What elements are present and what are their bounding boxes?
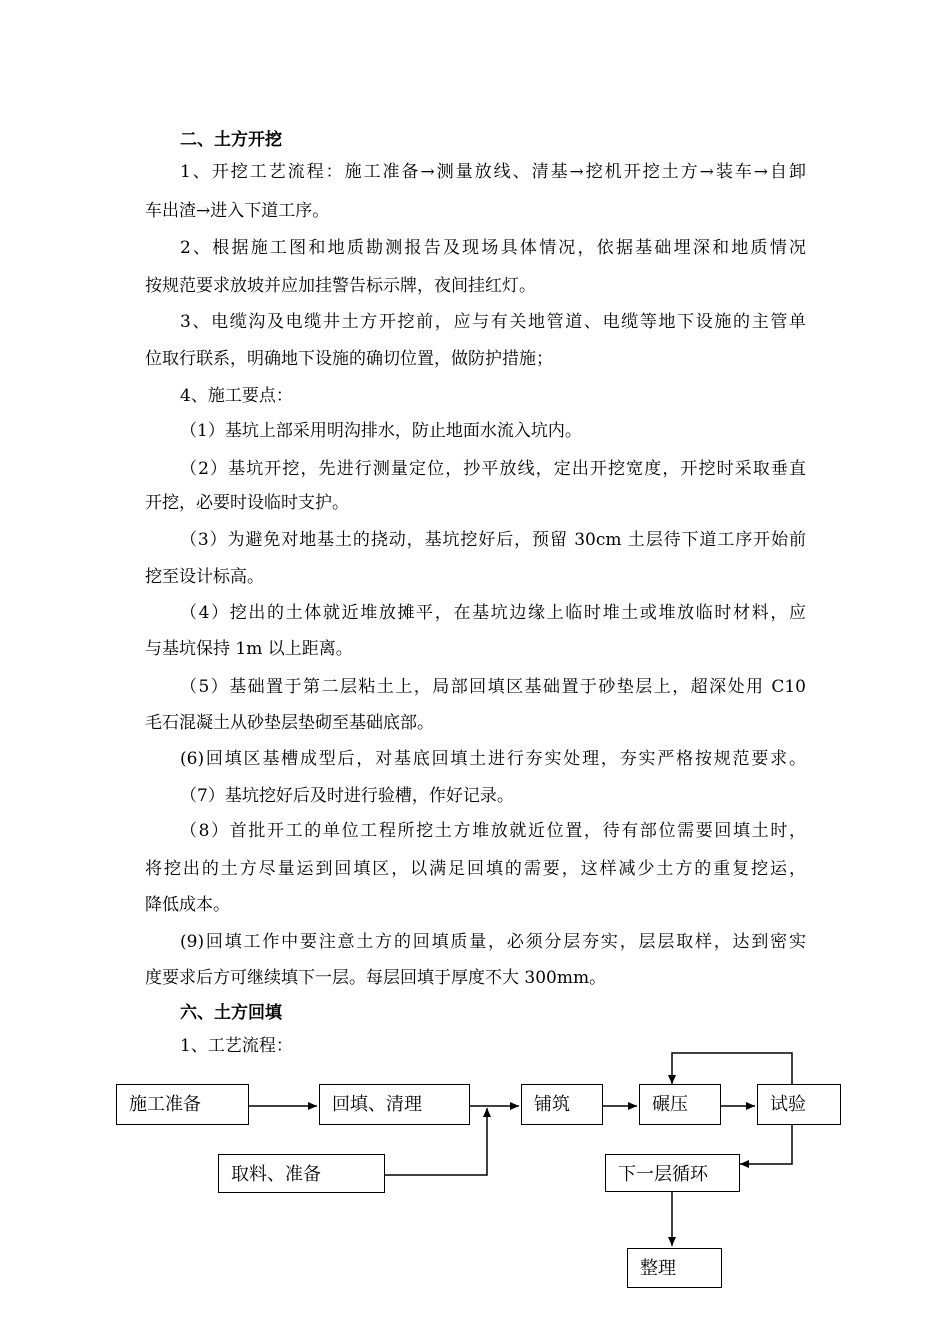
paragraph-line: 将挖出的土方尽量运到回填区，以满足回填的需要，这样减少土方的重复挖运， — [145, 859, 806, 879]
arrow-test-loop-to-compaction — [672, 1053, 792, 1084]
section-heading-excavation: 二、土方开挖 — [180, 130, 282, 150]
paragraph-line: 度要求后方可继续填下一层。每层回填于厚度不大 300mm。 — [145, 968, 607, 988]
paragraph-line: 3、电缆沟及电缆井土方开挖前，应与有关地管道、电缆等地下设施的主管单 — [180, 312, 806, 332]
flow-node-next-cycle: 下一层循环 — [605, 1154, 740, 1192]
flow-node-material: 取料、准备 — [218, 1154, 385, 1193]
paragraph-line: （4）挖出的土体就近堆放摊平，在基坑边缘上临时堆土或堆放临时材料，应 — [180, 603, 806, 623]
process-flow-subheading: 1、工艺流程： — [180, 1036, 293, 1056]
paragraph-line: （5）基础置于第二层粘土上，局部回填区基础置于砂垫层上，超深处用 C10 — [180, 677, 806, 697]
paragraph-line: （1）基坑上部采用明沟排水，防止地面水流入坑内。 — [180, 421, 582, 441]
paragraph-line: 毛石混凝土从砂垫层垫砌至基础底部。 — [145, 713, 434, 733]
paragraph-line: 车出渣→进入下道工序。 — [145, 201, 330, 221]
paragraph-line: 位取行联系，明确地下设施的确切位置，做防护措施； — [145, 349, 553, 369]
paragraph-line: （7）基坑挖好后及时进行验槽，作好记录。 — [180, 786, 514, 806]
section-heading-backfill: 六、土方回填 — [180, 1003, 282, 1023]
paragraph-line: (9)回填工作中要注意土方的回填质量，必须分层夯实，层层取样，达到密实 — [180, 932, 806, 952]
paragraph-line: 2、根据施工图和地质勘测报告及现场具体情况，依据基础埋深和地质情况 — [180, 238, 806, 258]
paragraph-line: 1、开挖工艺流程：施工准备→测量放线、清基→挖机开挖土方→装车→自卸 — [180, 162, 806, 182]
flow-node-finish: 整理 — [627, 1248, 722, 1288]
paragraph-line: （8）首批开工的单位工程所挖土方堆放就近位置，待有部位需要回填土时， — [180, 821, 806, 841]
paragraph-line: 开挖，必要时设临时支护。 — [145, 493, 349, 513]
paragraph-line: 降低成本。 — [145, 895, 230, 915]
paragraph-line: 与基坑保持 1m 以上距离。 — [145, 639, 353, 659]
flow-node-paving: 铺筑 — [521, 1084, 603, 1125]
paragraph-line: (6)回填区基槽成型后，对基底回填土进行夯实处理，夯实严格按规范要求。 — [180, 749, 806, 769]
flow-node-test: 试验 — [757, 1084, 841, 1125]
paragraph-line: 按规范要求放坡并应加挂警告标示牌，夜间挂红灯。 — [145, 276, 536, 296]
arrow-test-to-next-cycle — [740, 1124, 792, 1164]
flow-node-prep: 施工准备 — [116, 1084, 249, 1125]
paragraph-line: （3）为避免对地基土的挠动，基坑挖好后，预留 30cm 土层待下道工序开始前 — [180, 530, 806, 550]
paragraph-line: 4、施工要点： — [180, 386, 293, 406]
flow-node-compaction: 碾压 — [639, 1084, 721, 1125]
flow-node-backfill-clean: 回填、清理 — [319, 1084, 470, 1125]
paragraph-line: 挖至设计标高。 — [145, 567, 264, 587]
paragraph-line: （2）基坑开挖，先进行测量定位，抄平放线，定出开挖宽度，开挖时采取垂直 — [180, 459, 806, 479]
